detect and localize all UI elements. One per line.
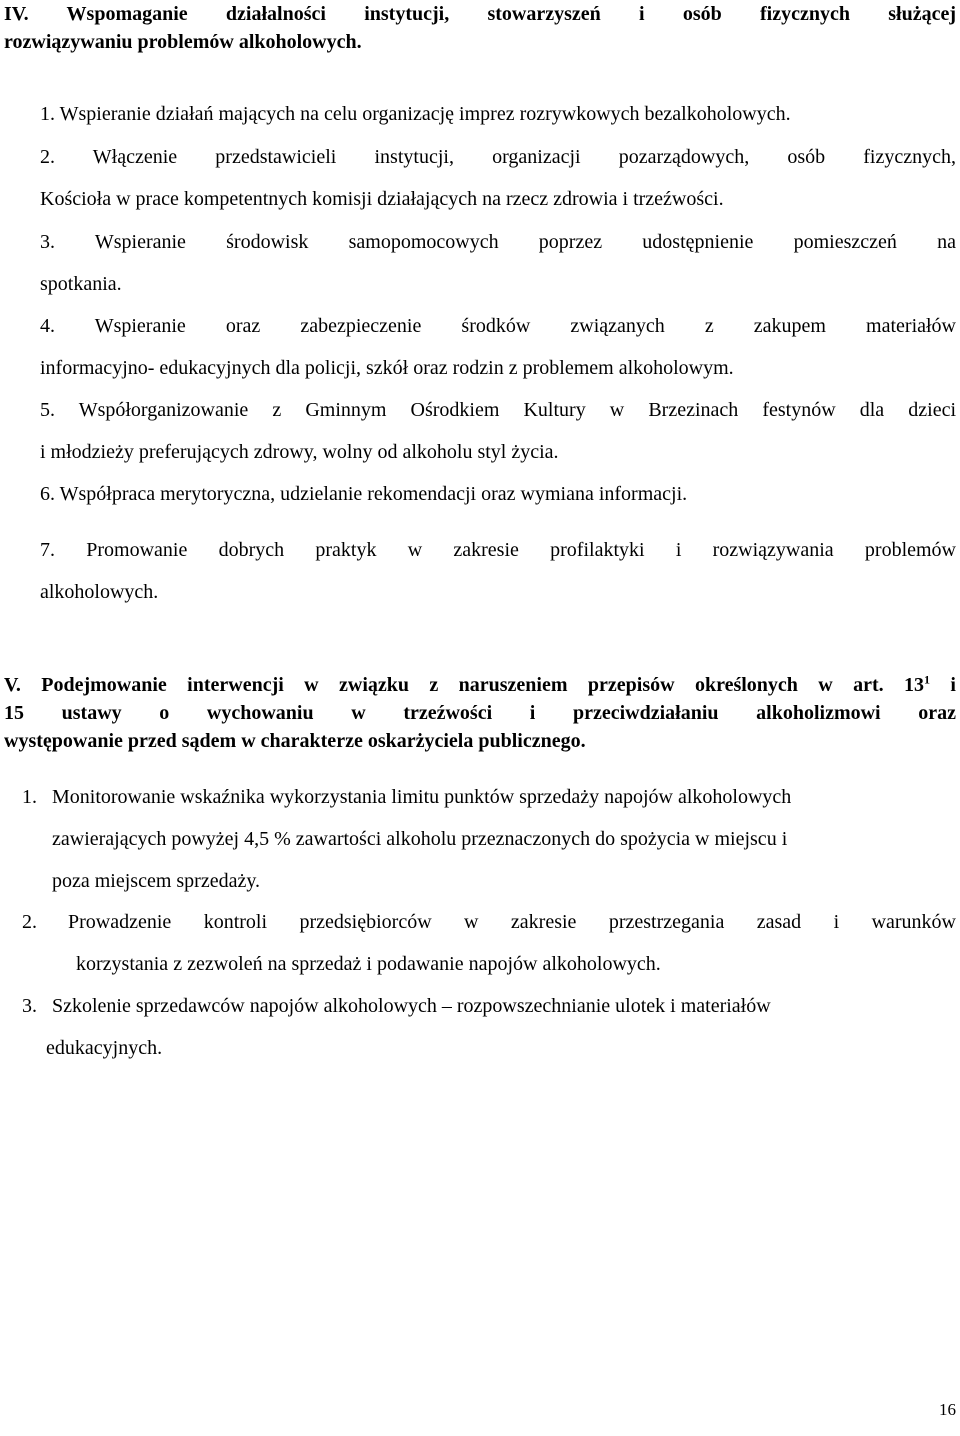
section-iv-item-4 [40,305,956,389]
section-v-heading-text: i [930,674,956,696]
item-text-line: 3. Wspieranie środowisk samopomocowych poprzez udostępnienie pomieszczeń na [40,231,956,253]
section-v-item-2-number: 2. [22,911,37,933]
section-v-heading-line: 15 ustawy o wychowaniu w trzeźwości i przeciwdziałaniu alkoholizmowi oraz [4,702,956,724]
item-text-line: i młodzieży preferujących zdrowy, wolny od alkoholu styl życia. [40,441,559,463]
item-text-line: 6. Współpraca merytoryczna, udzielanie rekomendacji oraz wymiana informacji. [40,483,688,505]
item-text-line: Kościoła w prace kompetentnych komisji działających na rzecz zdrowia i trzeźwości. [40,188,724,210]
item-text-line: 7. Promowanie dobrych praktyk w zakresie profilaktyki i rozwiązywania problemów [40,539,956,561]
section-iv-heading-line: IV. Wspomaganie działalności instytucji, stowarzyszeń i osób fizycznych służącej [4,3,956,25]
section-iv-item-5 [40,389,956,473]
superscript-footnote: 1 [924,672,931,687]
item-text-line: spotkania. [40,273,122,295]
section-v-heading [4,671,956,755]
item-text-line: korzystania z zezwoleń na sprzedaż i podawanie napojów alkoholowych. [76,953,661,975]
item-text-line: alkoholowych. [40,581,159,603]
section-v-item-3 [46,985,932,1069]
section-iv-item-6 [40,473,920,515]
section-iv-item-1 [40,93,920,135]
section-v-heading-line: występowanie przed sądem w charakterze oskarżyciela publicznego. [4,730,586,752]
section-iv-item-7 [40,529,956,613]
section-iv-heading [4,0,956,56]
section-v-item-2 [68,901,956,985]
item-text-line: edukacyjnych. [46,1037,163,1059]
item-text-line: Monitorowanie wskaźnika wykorzystania limitu punktów sprzedaży napojów alkoholowych [52,786,792,808]
item-text-line: 5. Współorganizowanie z Gminnym Ośrodkiem Kultury w Brzezinach festynów dla dzieci [40,399,956,421]
item-text-line: poza miejscem sprzedaży. [52,870,261,892]
item-text-line: informacyjno- edukacyjnych dla policji, szkół oraz rodzin z problemem alkoholowym. [40,357,734,379]
section-v-heading-text: V. Podejmowanie interwencji w związku z naruszeniem przepisów określonych w art. 13 [4,674,925,696]
item-text-line: zawierających powyżej 4,5 % zawartości alkoholu przeznaczonych do spożycia w miejscu i [52,828,788,850]
section-iv-heading-line: rozwiązywaniu problemów alkoholowych. [4,31,362,53]
item-text-line: 1. Wspieranie działań mających na celu organizację imprez rozrywkowych bezalkoholowych. [40,103,791,125]
page-number: 16 [939,1400,956,1419]
item-text-line: 4. Wspieranie oraz zabezpieczenie środków związanych z zakupem materiałów [40,315,956,337]
section-v-item-3-number: 3. [22,995,37,1017]
section-v-item-1-number: 1. [22,786,37,808]
section-iv-item-3 [40,221,956,305]
section-v-heading-line [4,671,956,699]
item-text-line: Szkolenie sprzedawców napojów alkoholowych – rozpowszechnianie ulotek i materiałów [52,995,771,1017]
section-iv-item-2 [40,136,956,220]
section-v-item-1 [52,776,954,902]
item-text-line: 2. Włączenie przedstawicieli instytucji, organizacji pozarządowych, osób fizycznych, [40,146,956,168]
item-text-line: Prowadzenie kontroli przedsiębiorców w zakresie przestrzegania zasad i warunków [68,911,956,933]
